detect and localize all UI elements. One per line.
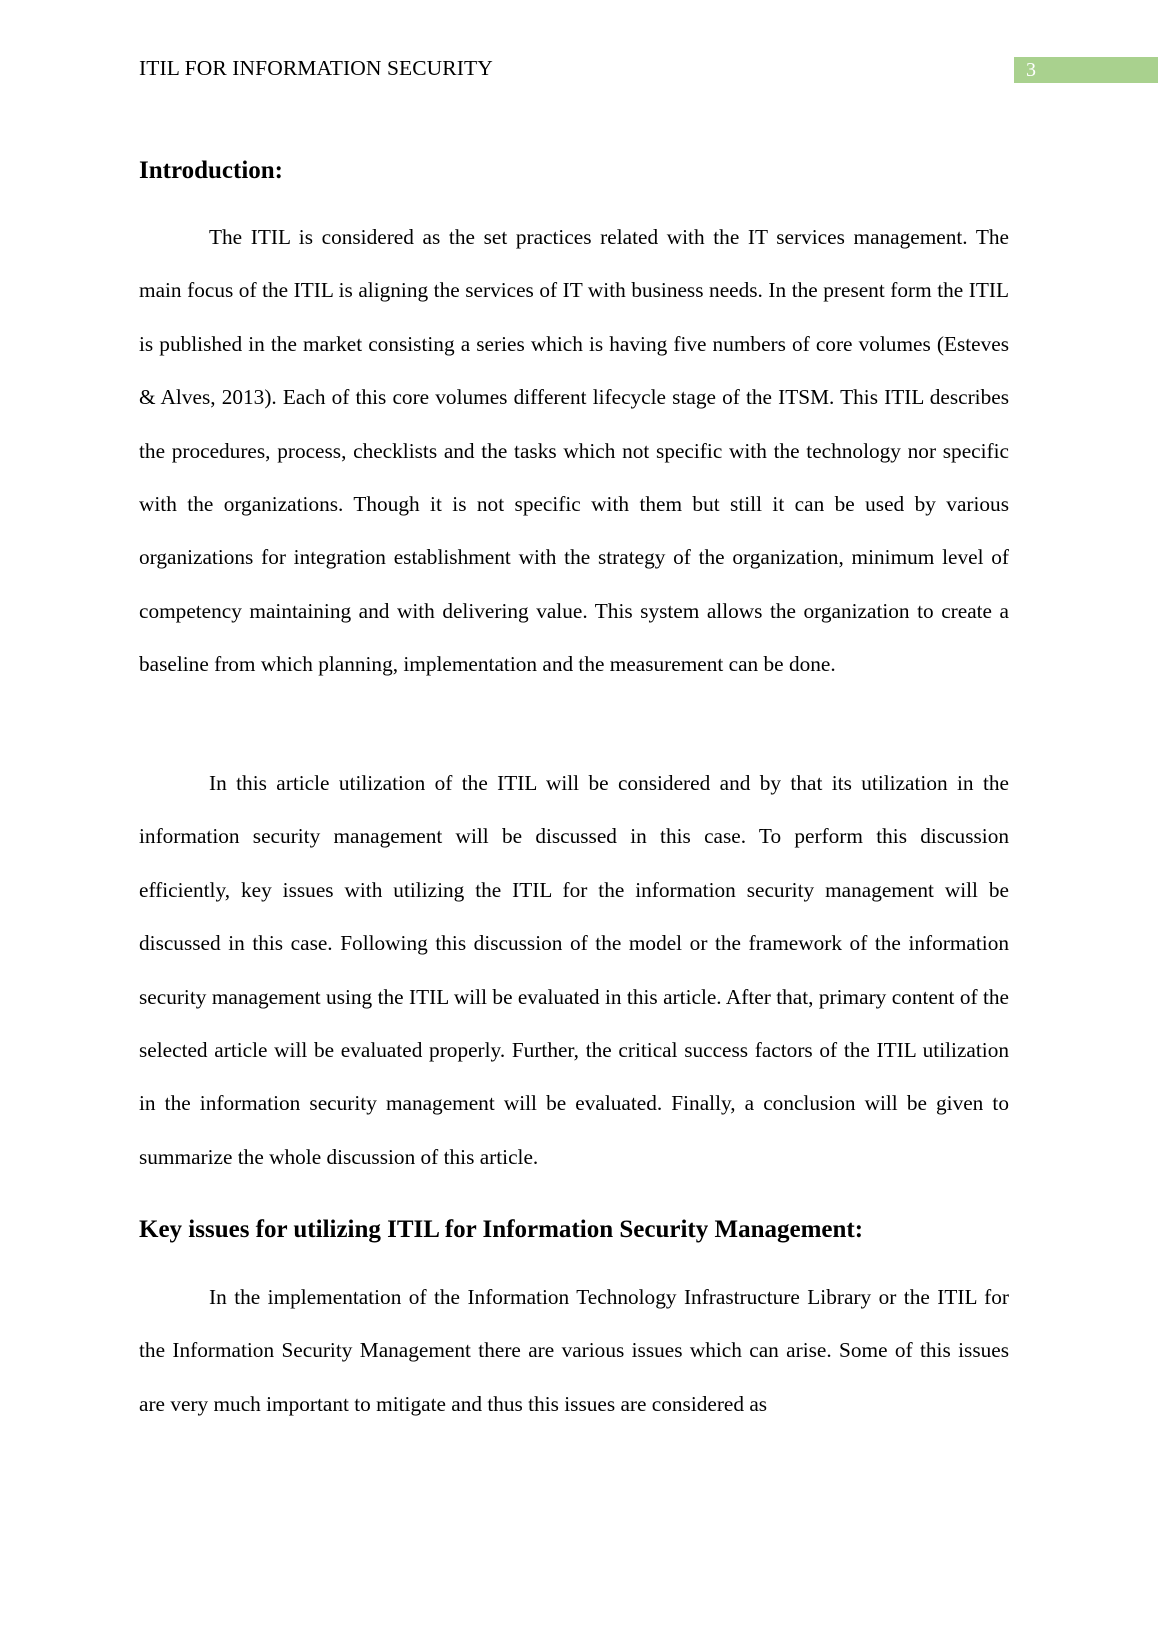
running-head: ITIL FOR INFORMATION SECURITY: [139, 56, 493, 80]
page-number-box: [1014, 57, 1158, 83]
key-issues-paragraph-1: In the implementation of the Information Technology Infrastructure Library or the ITIL for the Information Security Management there are various issues which can arise. Some of this issues are very much important to mitigate and thus this issues are considered as: [139, 1285, 1009, 1416]
intro-paragraph-2: In this article utilization of the ITIL will be considered and by that its utilization in the information security management will be discussed in this case. To perform this discussion efficiently, key issues with utilizing the ITIL for the information security management will be discussed in this case. Following this discussion of the model or the framework of the information security management using the ITIL will be evaluated in this article. After that, primary content of the selected article will be evaluated properly. Further, the critical success factors of the ITIL utilization in the information security management will be evaluated. Finally, a conclusion will be given to summarize the whole discussion of this article.: [139, 771, 1009, 1169]
page-number: 3: [1026, 59, 1036, 81]
section-heading-introduction: Introduction:: [139, 157, 284, 184]
section-heading-key-issues: Key issues for utilizing ITIL for Information Security Management:: [139, 1216, 864, 1243]
intro-paragraph-1: The ITIL is considered as the set practices related with the IT services management. The main focus of the ITIL is aligning the services of IT with business needs. In the present form the ITIL is published in the market consisting a series which is having five numbers of core volumes (Esteves & Alves, 2013). Each of this core volumes different lifecycle stage of the ITSM. This ITIL describes the procedures, process, checklists and the tasks which not specific with the technology nor specific with the organizations. Though it is not specific with them but still it can be used by various organizations for integration establishment with the strategy of the organization, minimum level of competency maintaining and with delivering value. This system allows the organization to create a baseline from which planning, implementation and the measurement can be done.: [139, 225, 1009, 677]
